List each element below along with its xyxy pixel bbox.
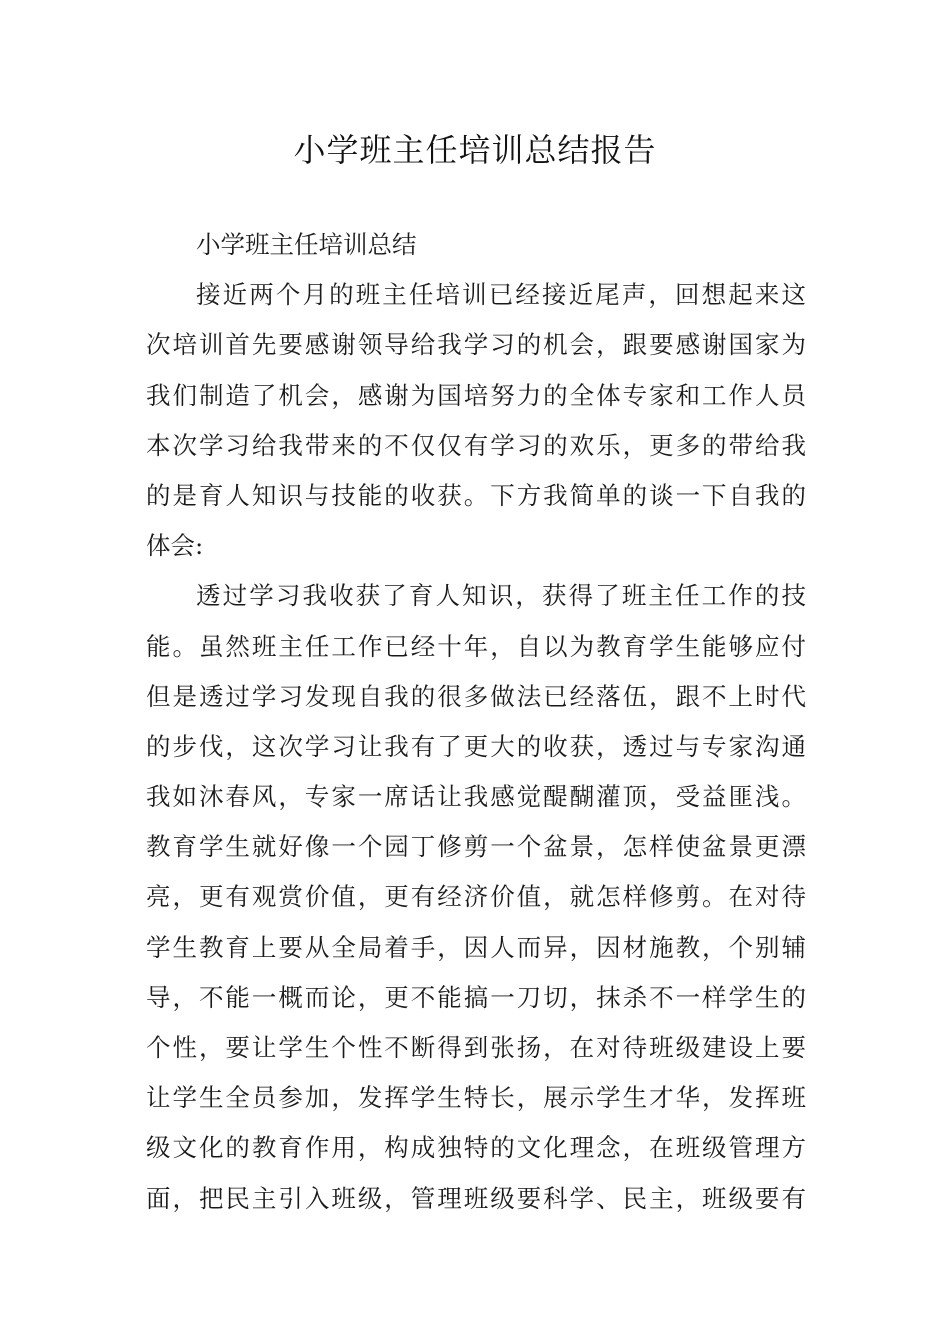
text-line: 本次学习给我带来的不仅仅有学习的欢乐，更多的带给我 [146, 430, 806, 460]
text-line: 体会: [146, 531, 204, 561]
text-line: 个性，要让学生个性不断得到张扬，在对待班级建设上要 [146, 1033, 806, 1062]
text-line: 次培训首先要感谢领导给我学习的机会，跟要感谢国家为 [146, 330, 806, 360]
text-line: 我如沐春风，专家一席话让我感觉醍醐灌顶，受益匪浅。 [146, 782, 806, 812]
document-title: 小学班主任培训总结报告 [293, 131, 657, 169]
text-line: 教育学生就好像一个园丁修剪一个盆景，怎样使盆景更漂 [146, 832, 806, 862]
text-line: 小学班主任培训总结 [196, 230, 417, 259]
text-line: 学生教育上要从全局着手，因人而异，因材施教，个别辅 [146, 932, 806, 962]
text-line: 导，不能一概而论，更不能搞一刀切，抹杀不一样学生的 [146, 982, 806, 1012]
text-line: 让学生全员参加，发挥学生特长，展示学生才华，发挥班 [146, 1083, 806, 1113]
text-line: 透过学习我收获了育人知识，获得了班主任工作的技 [196, 581, 806, 611]
text-line: 我们制造了机会，感谢为国培努力的全体专家和工作人员 [146, 380, 806, 410]
document-body [146, 220, 806, 1224]
text-line: 能。虽然班主任工作已经十年，自以为教育学生能够应付 [146, 631, 806, 661]
text-line: 的步伐，这次学习让我有了更大的收获，透过与专家沟通 [146, 731, 806, 761]
text-line: 但是透过学习发现自我的很多做法已经落伍，跟不上时代 [146, 681, 806, 711]
text-line: 的是育人知识与技能的收获。下方我简单的谈一下自我的 [146, 480, 806, 510]
text-line: 接近两个月的班主任培训已经接近尾声，回想起来这 [196, 280, 806, 310]
text-line: 亮，更有观赏价值，更有经济价值，就怎样修剪。在对待 [146, 882, 806, 912]
text-line: 级文化的教育作用，构成独特的文化理念，在班级管理方 [146, 1133, 806, 1163]
text-line: 面，把民主引入班级，管理班级要科学、民主，班级要有 [146, 1183, 806, 1213]
